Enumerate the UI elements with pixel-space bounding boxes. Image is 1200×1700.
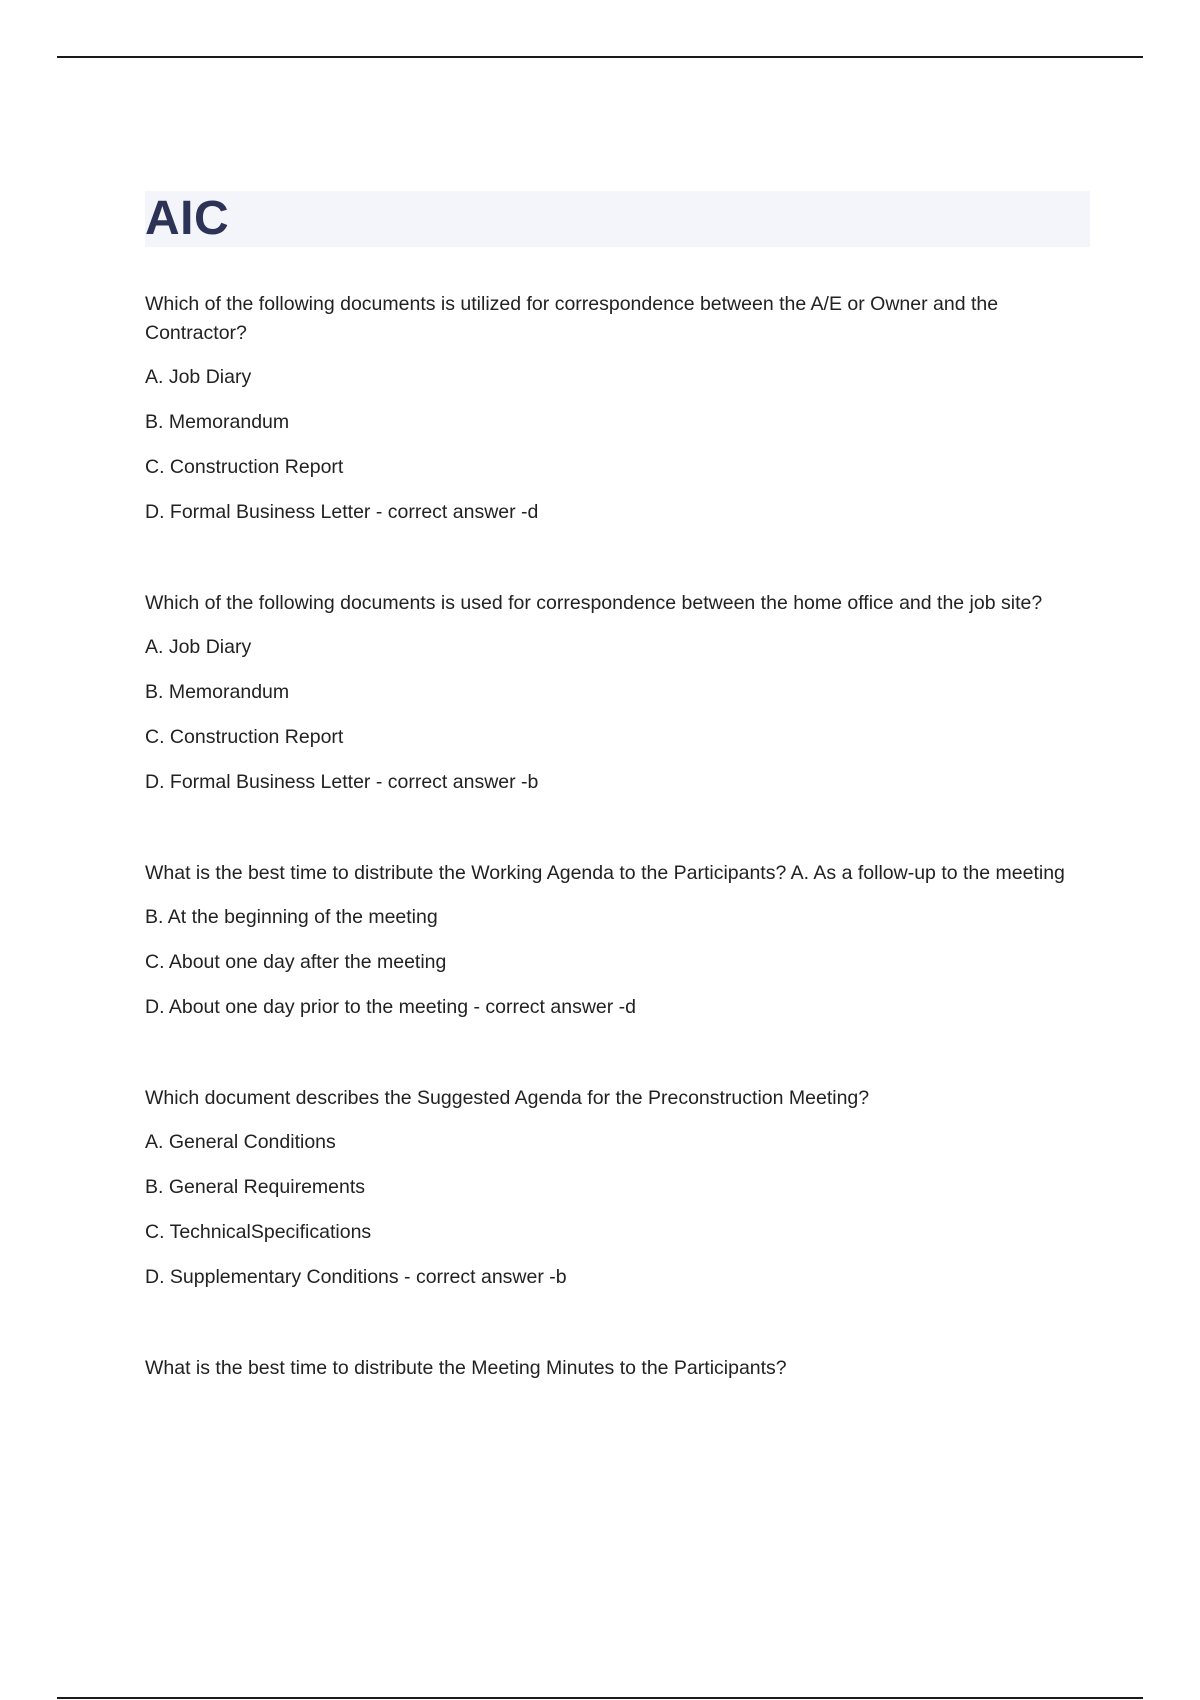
answer-option: D. Supplementary Conditions - correct answer -b [145, 1266, 567, 1288]
question-text: What is the best time to distribute the Meeting Minutes to the Participants? [145, 1357, 787, 1379]
answer-option: A. Job Diary [145, 366, 252, 388]
question-text: Which document describes the Suggested Agenda for the Preconstruction Meeting? [145, 1087, 870, 1109]
question-block-2 [145, 589, 1065, 797]
question-text: What is the best time to distribute the Working Agenda to the Participants? A. As a follow-up to the meeting [145, 862, 1065, 884]
answer-option: D. About one day prior to the meeting - correct answer -d [145, 996, 636, 1018]
answer-option: B. Memorandum [145, 681, 290, 703]
question-block-5 [145, 1354, 1065, 1383]
answer-option: D. Formal Business Letter - correct answer -d [145, 501, 539, 523]
answer-option: C. About one day after the meeting [145, 951, 447, 973]
question-block-3 [145, 859, 1065, 1022]
answer-option: A. General Conditions [145, 1131, 336, 1153]
question-block-1 [145, 290, 1065, 527]
answer-option: D. Formal Business Letter - correct answer -b [145, 771, 539, 793]
top-rule [57, 56, 1143, 58]
question-text: Which of the following documents is utilized for correspondence between the A/E or Owner and the Contractor? [145, 293, 999, 344]
answer-option: C. TechnicalSpecifications [145, 1221, 372, 1243]
answer-option: B. General Requirements [145, 1176, 366, 1198]
document-body [145, 290, 1065, 1398]
document-title: AIC [145, 192, 230, 245]
answer-option: A. Job Diary [145, 636, 252, 658]
bottom-rule [57, 1697, 1143, 1699]
answer-option: B. At the beginning of the meeting [145, 906, 438, 928]
answer-option: C. Construction Report [145, 456, 344, 478]
question-text: Which of the following documents is used for correspondence between the home office and the job site? [145, 592, 1043, 614]
title-band [145, 191, 1090, 247]
answer-option: C. Construction Report [145, 726, 344, 748]
answer-option: B. Memorandum [145, 411, 290, 433]
question-block-4 [145, 1084, 1065, 1292]
